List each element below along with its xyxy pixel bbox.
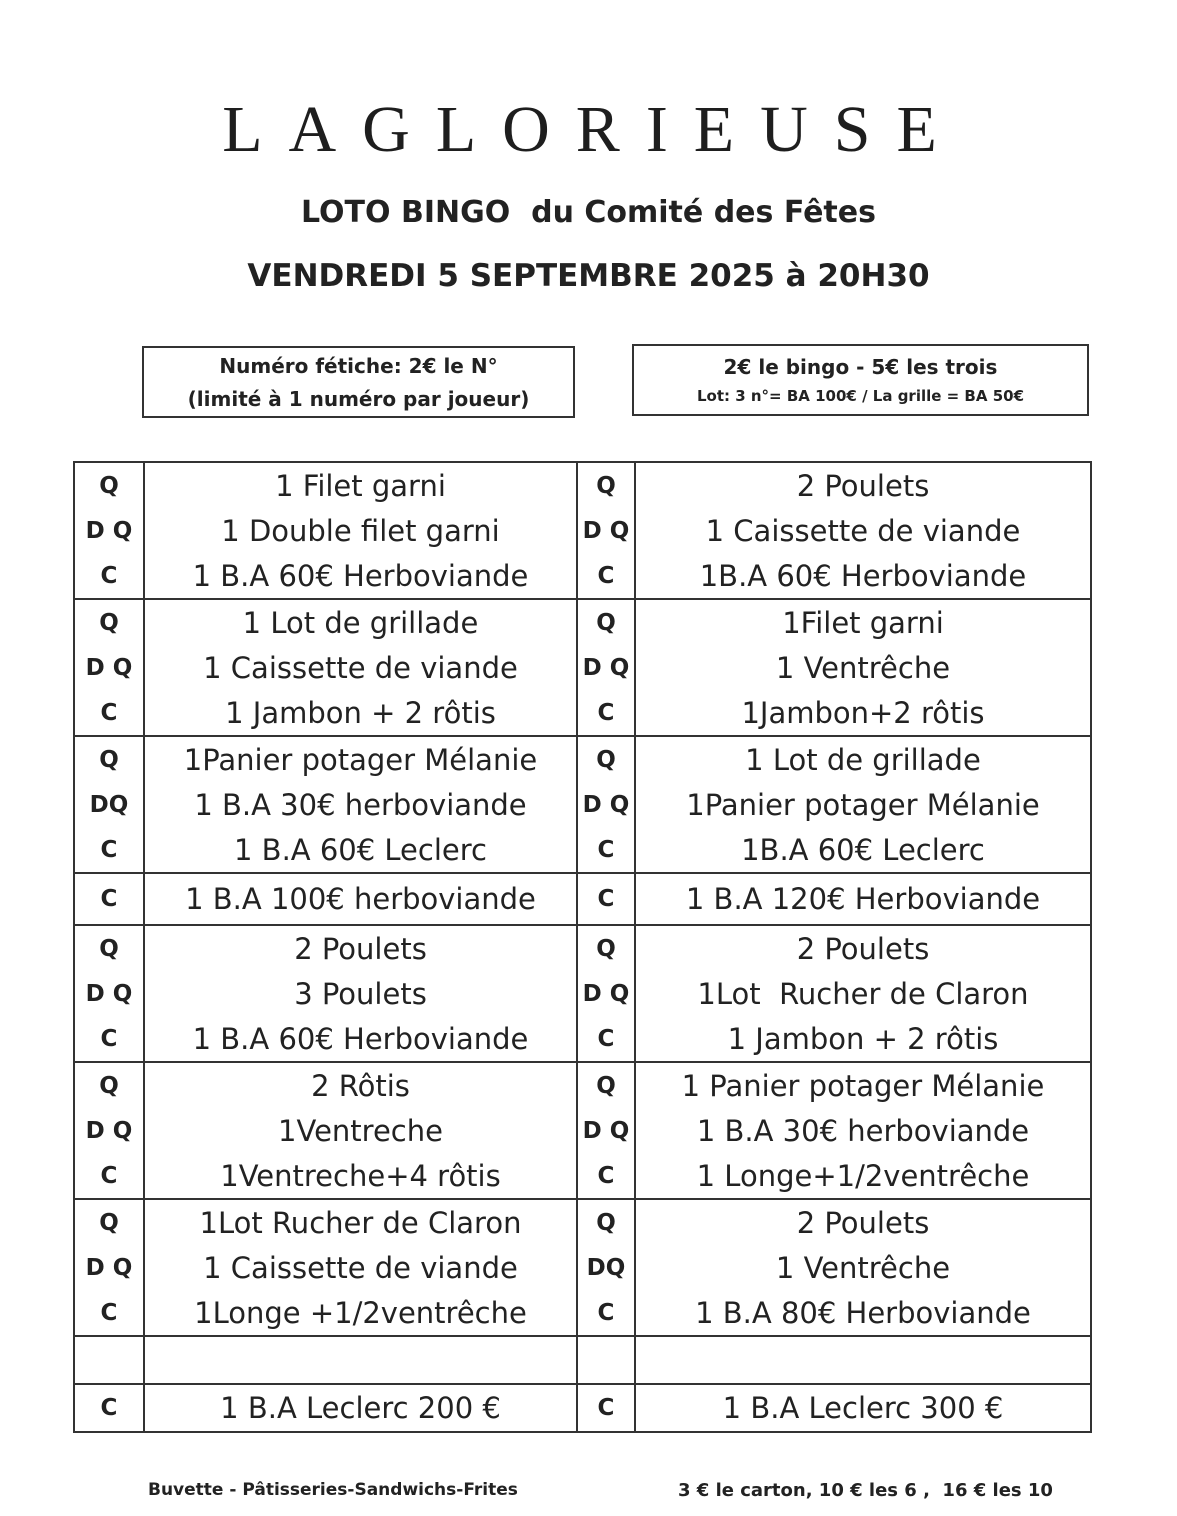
bingo-price-box bbox=[632, 344, 1089, 416]
left-prize: 1 B.A 60€ Leclerc bbox=[144, 827, 577, 873]
left-prize: 1 B.A 60€ Herboviande bbox=[144, 553, 577, 599]
table-row bbox=[74, 1062, 1091, 1108]
left-code: C bbox=[74, 1384, 144, 1432]
left-prize: 1 B.A Leclerc 200 € bbox=[144, 1384, 577, 1432]
left-code: C bbox=[74, 1290, 144, 1336]
left-prize: 1 B.A 30€ herboviande bbox=[144, 782, 577, 827]
left-code: DQ bbox=[74, 782, 144, 827]
right-code: Q bbox=[577, 736, 635, 782]
card-prices: 3 € le carton, 10 € les 6 , 16 € les 10 bbox=[678, 1480, 1053, 1501]
right-code: C bbox=[577, 1153, 635, 1199]
right-prize: 2 Poulets bbox=[635, 925, 1091, 971]
table-row bbox=[74, 553, 1091, 599]
table-row bbox=[74, 690, 1091, 736]
right-code: D Q bbox=[577, 508, 635, 553]
left-prize: 1 Filet garni bbox=[144, 462, 577, 508]
right-prize: 1B.A 60€ Leclerc bbox=[635, 827, 1091, 873]
left-code: Q bbox=[74, 1062, 144, 1108]
right-code: C bbox=[577, 553, 635, 599]
right-prize: 1Jambon+2 rôtis bbox=[635, 690, 1091, 736]
left-prize: 2 Poulets bbox=[144, 925, 577, 971]
table-row bbox=[74, 599, 1091, 645]
left-prize: 1 Double filet garni bbox=[144, 508, 577, 553]
right-code: C bbox=[577, 1384, 635, 1432]
event-date: VENDREDI 5 SEPTEMBRE 2025 à 20H30 bbox=[247, 258, 930, 294]
right-code: Q bbox=[577, 1199, 635, 1245]
right-code: C bbox=[577, 690, 635, 736]
right-prize: 1 B.A 120€ Herboviande bbox=[635, 873, 1091, 925]
right-code: D Q bbox=[577, 971, 635, 1016]
table-row bbox=[74, 782, 1091, 827]
left-code: C bbox=[74, 553, 144, 599]
right-code: C bbox=[577, 827, 635, 873]
left-prize: 1 B.A 60€ Herboviande bbox=[144, 1016, 577, 1062]
table-row bbox=[74, 1336, 1091, 1384]
table-row bbox=[74, 827, 1091, 873]
left-prize: 1Ventreche bbox=[144, 1108, 577, 1153]
left-code: C bbox=[74, 827, 144, 873]
left-prize: 1Lot Rucher de Claron bbox=[144, 1199, 577, 1245]
left-prize: 1Ventreche+4 rôtis bbox=[144, 1153, 577, 1199]
table-row bbox=[74, 1199, 1091, 1245]
right-code: D Q bbox=[577, 782, 635, 827]
left-prize: 1 Lot de grillade bbox=[144, 599, 577, 645]
left-code: Q bbox=[74, 599, 144, 645]
left-code: Q bbox=[74, 736, 144, 782]
left-code: Q bbox=[74, 925, 144, 971]
left-prize: 2 Rôtis bbox=[144, 1062, 577, 1108]
right-code: D Q bbox=[577, 645, 635, 690]
left-prize: 1 Caissette de viande bbox=[144, 645, 577, 690]
table-row bbox=[74, 1384, 1091, 1432]
bingo-prize-rule: Lot: 3 n°= BA 100€ / La grille = BA 50€ bbox=[696, 387, 1025, 405]
refreshments-note: Buvette - Pâtisseries-Sandwichs-Frites bbox=[148, 1480, 518, 1500]
left-code: D Q bbox=[74, 971, 144, 1016]
right-code: DQ bbox=[577, 1245, 635, 1290]
right-prize: 1 Jambon + 2 rôtis bbox=[635, 1016, 1091, 1062]
left-prize: 1Longe +1/2ventrêche bbox=[144, 1290, 577, 1336]
right-prize: 1Filet garni bbox=[635, 599, 1091, 645]
right-prize: 1 Ventrêche bbox=[635, 645, 1091, 690]
left-prize: 1 Caissette de viande bbox=[144, 1245, 577, 1290]
bingo-price: 2€ le bingo - 5€ les trois bbox=[723, 355, 998, 379]
table-row bbox=[74, 1016, 1091, 1062]
left-code bbox=[74, 1336, 144, 1384]
right-prize bbox=[635, 1336, 1091, 1384]
right-prize: 1Panier potager Mélanie bbox=[635, 782, 1091, 827]
right-code: Q bbox=[577, 599, 635, 645]
lucky-number-limit: (limité à 1 numéro par joueur) bbox=[187, 387, 530, 411]
left-code: Q bbox=[74, 462, 144, 508]
right-code: C bbox=[577, 1016, 635, 1062]
right-prize: 1 B.A 30€ herboviande bbox=[635, 1108, 1091, 1153]
right-code: C bbox=[577, 873, 635, 925]
right-prize: 1 Lot de grillade bbox=[635, 736, 1091, 782]
left-prize: 1 Jambon + 2 rôtis bbox=[144, 690, 577, 736]
right-code: Q bbox=[577, 462, 635, 508]
event-subtitle: LOTO BINGO du Comité des Fêtes bbox=[301, 195, 876, 230]
page-title: LAGLORIEUSE bbox=[222, 93, 963, 166]
left-code: D Q bbox=[74, 1245, 144, 1290]
left-prize: 3 Poulets bbox=[144, 971, 577, 1016]
table-row bbox=[74, 462, 1091, 508]
table-row bbox=[74, 1108, 1091, 1153]
right-prize: 1 Ventrêche bbox=[635, 1245, 1091, 1290]
right-prize: 1 B.A 80€ Herboviande bbox=[635, 1290, 1091, 1336]
right-prize: 1B.A 60€ Herboviande bbox=[635, 553, 1091, 599]
left-code: Q bbox=[74, 1199, 144, 1245]
lucky-number-price: Numéro fétiche: 2€ le N° bbox=[219, 354, 498, 378]
left-code: C bbox=[74, 1016, 144, 1062]
left-code: C bbox=[74, 1153, 144, 1199]
right-prize: 1 Caissette de viande bbox=[635, 508, 1091, 553]
left-code: C bbox=[74, 873, 144, 925]
table-row bbox=[74, 1153, 1091, 1199]
left-prize bbox=[144, 1336, 577, 1384]
table-row bbox=[74, 1290, 1091, 1336]
right-prize: 1 Panier potager Mélanie bbox=[635, 1062, 1091, 1108]
right-code: Q bbox=[577, 925, 635, 971]
right-prize: 1 Longe+1/2ventrêche bbox=[635, 1153, 1091, 1199]
right-prize: 2 Poulets bbox=[635, 1199, 1091, 1245]
right-code: D Q bbox=[577, 1108, 635, 1153]
right-prize: 2 Poulets bbox=[635, 462, 1091, 508]
right-code: C bbox=[577, 1290, 635, 1336]
table-row bbox=[74, 736, 1091, 782]
table-row bbox=[74, 971, 1091, 1016]
table-row bbox=[74, 925, 1091, 971]
prize-table bbox=[73, 461, 1092, 1433]
right-prize: 1 B.A Leclerc 300 € bbox=[635, 1384, 1091, 1432]
table-row bbox=[74, 873, 1091, 925]
table-row bbox=[74, 645, 1091, 690]
left-code: D Q bbox=[74, 508, 144, 553]
left-code: D Q bbox=[74, 645, 144, 690]
left-code: C bbox=[74, 690, 144, 736]
right-code: Q bbox=[577, 1062, 635, 1108]
left-prize: 1 B.A 100€ herboviande bbox=[144, 873, 577, 925]
table-row bbox=[74, 1245, 1091, 1290]
lucky-number-box bbox=[142, 346, 575, 418]
left-prize: 1Panier potager Mélanie bbox=[144, 736, 577, 782]
table-row bbox=[74, 508, 1091, 553]
right-code bbox=[577, 1336, 635, 1384]
left-code: D Q bbox=[74, 1108, 144, 1153]
right-prize: 1Lot Rucher de Claron bbox=[635, 971, 1091, 1016]
